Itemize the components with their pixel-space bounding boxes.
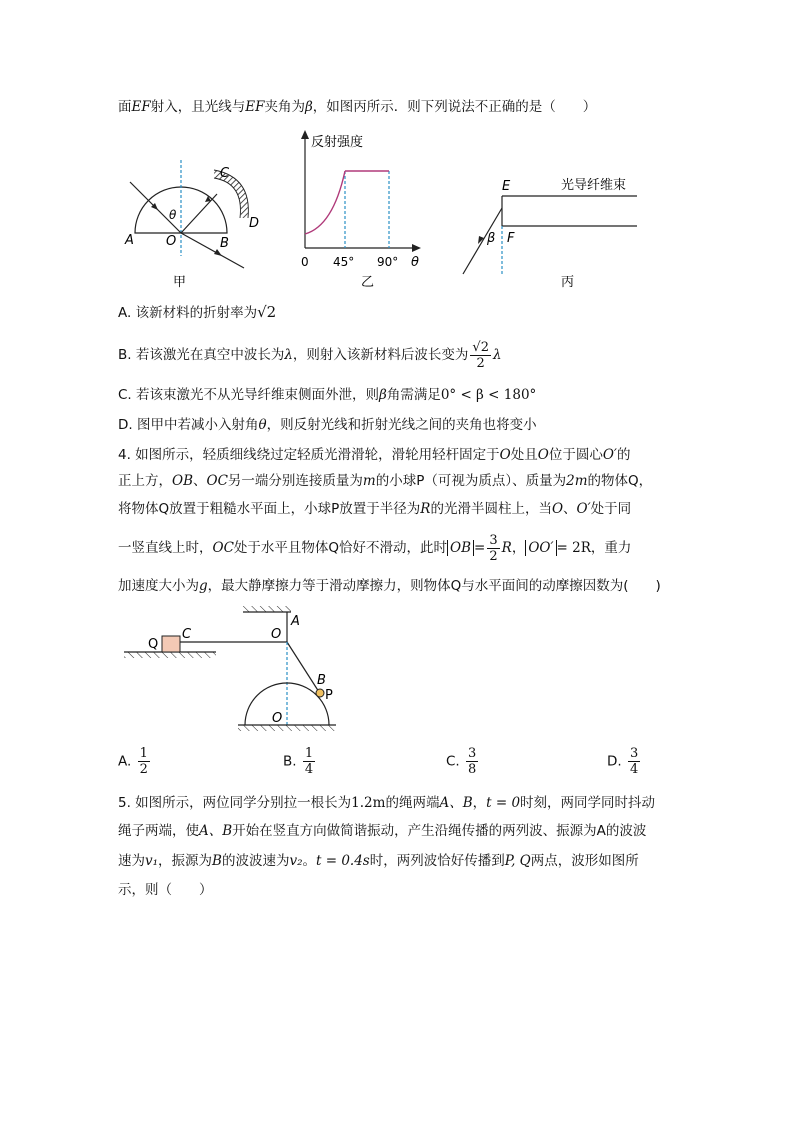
var-theta: θ	[258, 417, 267, 433]
var-m: m	[362, 473, 376, 489]
var-ef: EF	[131, 99, 151, 115]
text: 的小球P（可视为质点）、质量为	[375, 473, 567, 489]
var-ab: A、B	[199, 823, 233, 839]
q4-option-a	[118, 746, 152, 777]
fraction-denominator: 2	[489, 548, 498, 564]
ceiling-hatch	[243, 606, 291, 612]
var-ef: EF	[245, 99, 265, 115]
text: ，	[472, 795, 487, 811]
text: 示，则（ ）	[118, 882, 213, 898]
figure-jia	[118, 150, 268, 290]
label-p: P	[325, 688, 333, 703]
label-a: A	[291, 614, 300, 629]
text: C. 若该束激光不从光导纤维束侧面外泄，则	[118, 387, 380, 403]
text: ，最大静摩擦力等于滑动摩擦力，则物体Q与水平面间的动摩擦因数为( )	[207, 578, 661, 594]
label-b: B	[317, 673, 326, 688]
refracted-ray	[181, 194, 217, 233]
figure-yi	[295, 126, 435, 290]
text: ，振源为	[158, 853, 213, 869]
abs-oo-prime: OO′	[525, 540, 556, 556]
condition: 0° < β < 180°	[440, 387, 537, 403]
option-letter: C.	[446, 753, 460, 770]
option-letter: A.	[118, 753, 132, 770]
var-2m: 2m	[566, 473, 588, 489]
label-e: E	[502, 179, 511, 194]
var-v1: v₁	[145, 853, 159, 869]
var-lambda: λ	[492, 347, 502, 363]
label-o-center: O	[272, 711, 283, 726]
text: 的物体Q，	[587, 473, 653, 489]
q4-stem-line-3	[118, 500, 631, 518]
text: 面	[118, 99, 132, 115]
label-f: F	[507, 231, 515, 246]
label-beta: β	[487, 231, 496, 246]
text: 时，两列波恰好传播到	[369, 853, 505, 869]
label-b: B	[220, 236, 229, 251]
text: 、	[193, 473, 207, 489]
text: B. 若该激光在真空中波长为	[118, 347, 285, 363]
text: 的波波速为	[221, 853, 290, 869]
text: 开始在竖直方向做简谐振动，产生沿绳传播的两列波、振源为A的波波	[232, 823, 647, 839]
var-beta: β	[379, 387, 387, 403]
text: 时刻，两同学同时抖动	[520, 795, 656, 811]
q4-option-b	[283, 746, 317, 777]
option-letter: D.	[607, 753, 622, 770]
x-axis-var: θ	[411, 255, 419, 270]
var-ob: OB	[172, 473, 193, 489]
text: 加速度大小为	[118, 578, 199, 594]
fraction-numerator: 3	[629, 746, 639, 761]
var-g: g	[199, 578, 208, 594]
text: 的光滑半圆柱上，当	[430, 501, 552, 517]
var-beta: β	[304, 99, 313, 115]
text: ，则射入该新材料后波长变为	[292, 347, 469, 363]
abs-ob: OB	[447, 540, 474, 556]
detector-arc	[214, 174, 244, 218]
label-a: A	[125, 233, 134, 248]
fraction-numerator: 3	[468, 746, 477, 761]
fraction-numerator: 1	[139, 746, 148, 761]
text: 两点，波形如图所	[530, 853, 639, 869]
q4-stem-line-4	[118, 530, 631, 566]
text: D. 图甲中若减小入射角	[118, 417, 259, 433]
figure-label-bing: 丙	[561, 275, 575, 290]
q5-stem-line-1	[118, 794, 655, 812]
text: 、	[563, 501, 577, 517]
tick-90: 90°	[377, 255, 399, 269]
time-value: t = 0.4s	[316, 853, 370, 869]
text: 的	[616, 447, 631, 463]
text: 将物体Q放置于粗糙水平面上，小球P放置于半径为	[118, 501, 421, 517]
fiber-label: 光导纤维束	[561, 178, 627, 193]
label-d: D	[249, 216, 260, 231]
equals-2r: = 2R	[556, 540, 591, 556]
text: 4. 如图所示，轻质细线绕过定轻质光滑滑轮，滑轮用轻杆固定于	[118, 447, 500, 463]
text: 处于同	[590, 501, 632, 517]
figure-label-yi: 乙	[361, 275, 375, 290]
text: 角需满足	[386, 387, 441, 403]
block-q	[162, 636, 180, 652]
ground-hatch	[124, 652, 216, 658]
length-value: 1.2m	[351, 795, 386, 811]
var-o: O	[537, 447, 549, 463]
text: 。	[302, 853, 317, 869]
var-o: O	[499, 447, 511, 463]
text: A. 该新材料的折射率为	[118, 305, 258, 321]
fraction-denominator: 4	[629, 762, 639, 777]
ball-p	[316, 689, 324, 697]
fraction-numerator: 1	[304, 746, 314, 761]
q4-stem-line-2	[118, 472, 652, 490]
q3-option-d	[118, 416, 537, 434]
label-c: C	[220, 166, 230, 181]
q3-option-a	[118, 303, 276, 322]
fraction-denominator: 2	[476, 355, 485, 371]
equals: =	[474, 540, 486, 556]
text: ，重力	[590, 540, 632, 556]
label-o: O	[271, 627, 282, 642]
base-hatch	[238, 725, 336, 731]
label-theta: θ	[169, 208, 177, 222]
text: ，	[511, 540, 526, 556]
reflected-ray	[181, 233, 244, 268]
q5-stem-line-3	[118, 852, 639, 870]
var-oc: OC	[212, 540, 234, 556]
var-v2: v₂	[289, 853, 303, 869]
q4-stem-line-1	[118, 446, 630, 464]
q5-stem-line-2	[118, 822, 646, 840]
tick-origin: 0	[301, 255, 309, 269]
y-axis-label: 反射强度	[311, 135, 364, 150]
text: 射入，且光线与	[150, 99, 246, 115]
option-letter: B.	[283, 753, 297, 770]
time-value: t = 0	[486, 795, 521, 811]
fraction-denominator: 8	[468, 762, 477, 777]
arrow-icon	[412, 244, 421, 252]
var-o-prime: O′	[602, 447, 617, 463]
var-b: B	[212, 853, 222, 869]
incident-ray	[463, 208, 502, 274]
fraction-denominator: 2	[139, 762, 148, 777]
q3-option-c	[118, 386, 536, 404]
var-ab: A、B	[439, 795, 473, 811]
text: 绳子两端，使	[118, 823, 199, 839]
q4-stem-line-5	[118, 577, 661, 595]
q5-stem-line-4	[118, 881, 213, 899]
var-r: R	[420, 501, 431, 517]
label-q: Q	[148, 637, 159, 652]
fraction-numerator: √2	[472, 339, 489, 355]
figure-label-jia: 甲	[173, 275, 187, 290]
text: 处且	[510, 447, 538, 463]
text: 处于水平且物体Q恰好不滑动，此时	[233, 540, 448, 556]
text: 夹角为	[264, 99, 305, 115]
string-ob	[287, 642, 319, 692]
q3-option-b	[118, 337, 502, 373]
var-o: O	[551, 501, 564, 517]
var-pq: P, Q	[504, 853, 531, 869]
var-lambda: λ	[284, 347, 293, 363]
text: 一竖直线上时，	[118, 540, 213, 556]
text: 的绳两端	[385, 795, 440, 811]
var-r: R	[501, 540, 512, 556]
text: 位于圆心	[548, 447, 603, 463]
text: ，如图丙所示．则下列说法不正确的是（ ）	[312, 99, 597, 115]
fraction-denominator: 4	[304, 762, 314, 777]
q4-option-d	[607, 746, 642, 777]
text: 另一端分别连接质量为	[227, 473, 363, 489]
q4-option-c	[446, 746, 480, 777]
text: 5. 如图所示，两位同学分别拉一根长为	[118, 795, 352, 811]
text: 速为	[118, 853, 145, 869]
text: ，则反射光线和折射光线之间的夹角也将变小	[266, 417, 537, 433]
figure-bing	[455, 168, 645, 290]
arrow-icon	[301, 130, 309, 139]
tick-45: 45°	[333, 255, 355, 269]
value-sqrt2: √2	[257, 303, 277, 321]
fraction-numerator: 3	[489, 532, 498, 548]
figure-q4	[118, 600, 358, 740]
intensity-curve	[305, 171, 345, 234]
var-oc: OC	[206, 473, 228, 489]
text: 正上方，	[118, 473, 172, 489]
q3-stem-line	[118, 98, 596, 116]
label-c: C	[182, 627, 192, 642]
label-o: O	[166, 234, 177, 249]
var-o-prime: O′	[576, 501, 591, 517]
